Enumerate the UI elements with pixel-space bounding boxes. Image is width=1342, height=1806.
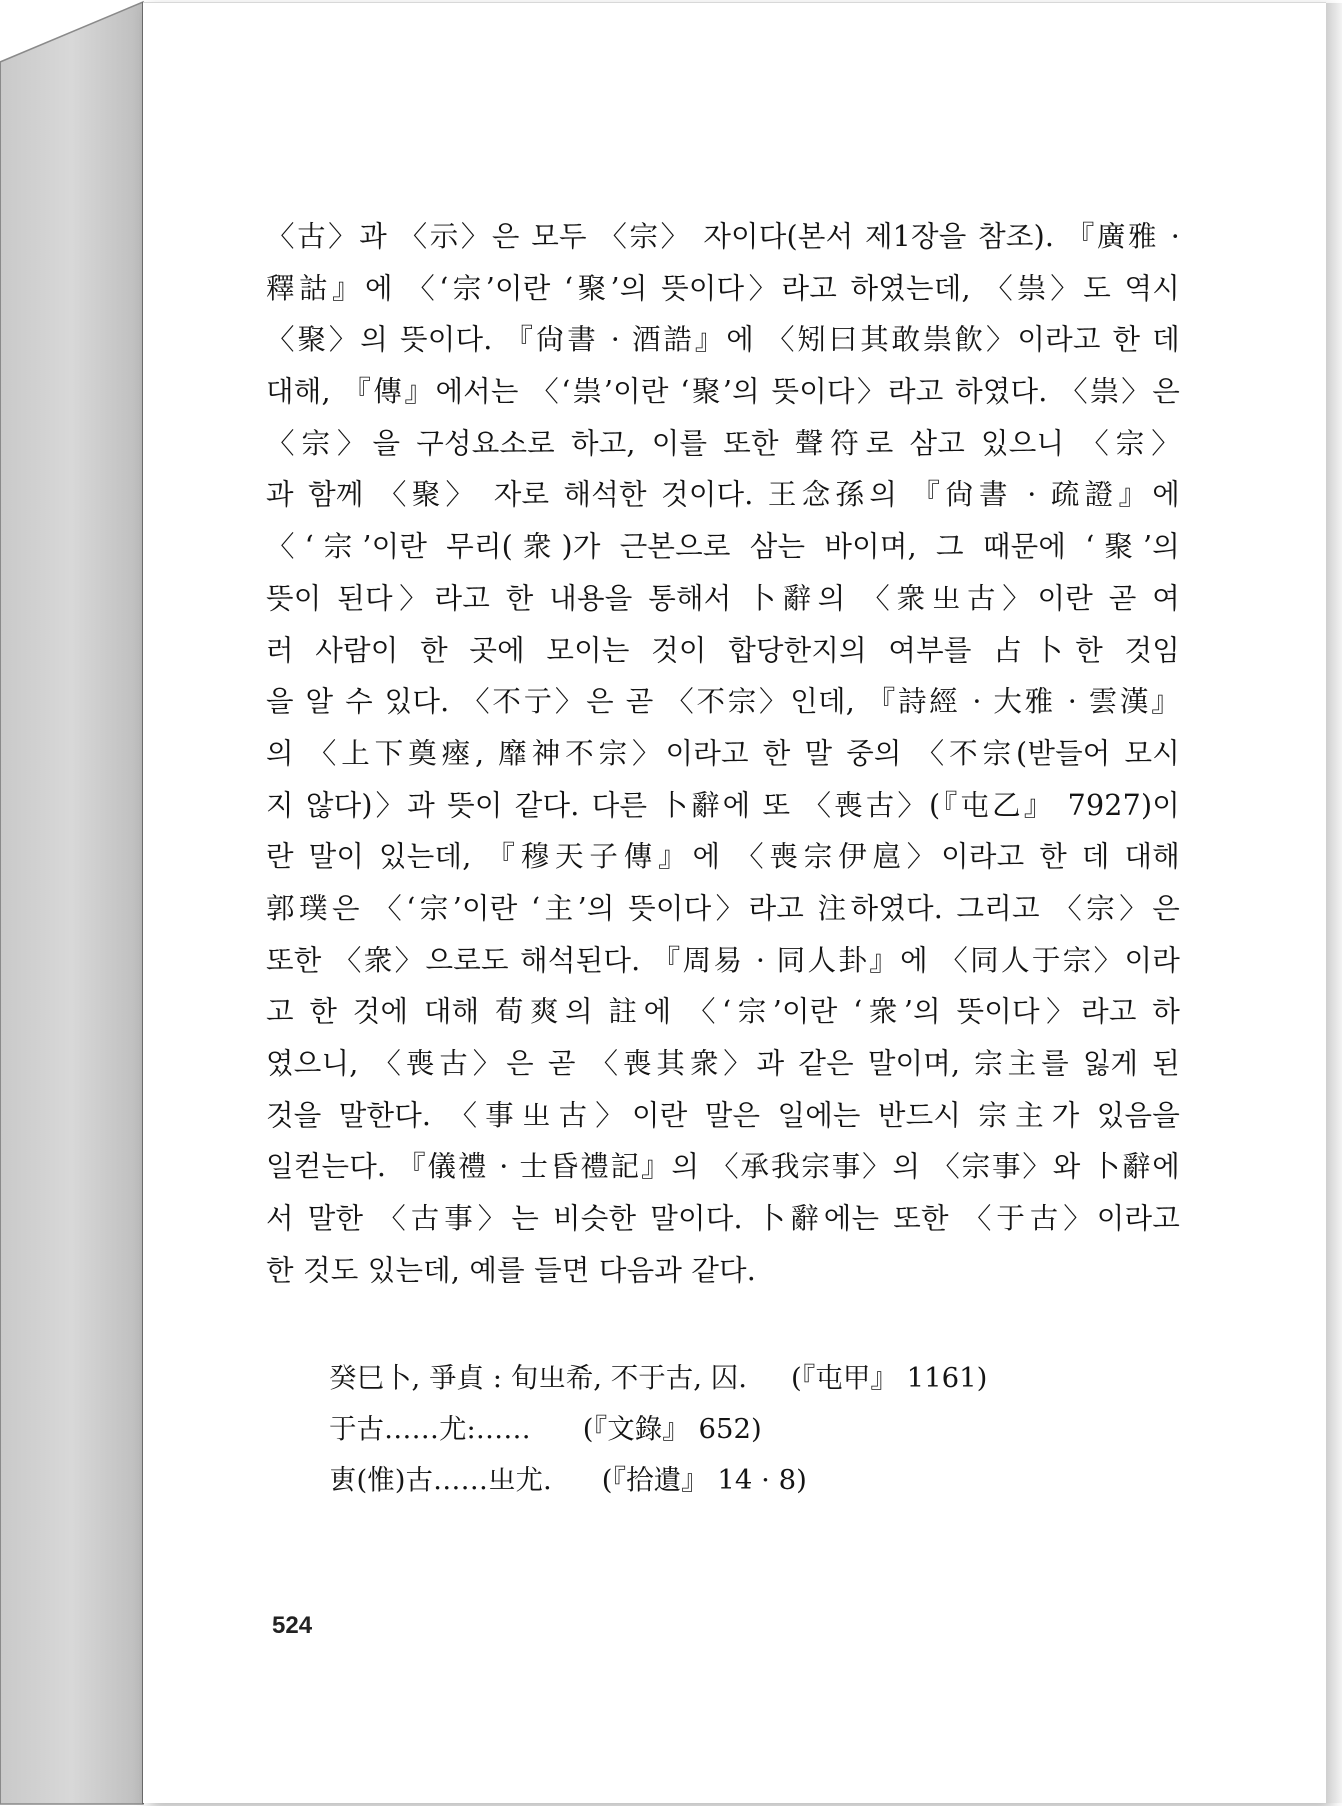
text-line: 의 〈上下奠瘞, 靡神不宗〉이라고 한 말 중의 〈不宗(받들어 모시 bbox=[266, 736, 1180, 770]
text-line: 러 사람이 한 곳에 모이는 것이 합당한지의 여부를 占卜한 것임 bbox=[266, 633, 1180, 667]
book-page bbox=[143, 2, 1326, 1803]
text-line: 란 말이 있는데, 『穆天子傳』에 〈喪宗伊扈〉이라고 한 데 대해 bbox=[266, 840, 1180, 874]
text-line: 또한 〈衆〉으로도 해석된다. 『周易 · 同人卦』에 〈同人于宗〉이라 bbox=[266, 943, 1180, 977]
page-edge bbox=[1326, 3, 1342, 1803]
quote-text: 癸巳卜, 爭貞 : 旬㞢希, 不于古, 囚. bbox=[329, 1362, 747, 1394]
text-line: 지 않다)〉과 뜻이 같다. 다른 卜辭에 또 〈喪古〉(『屯乙』 7927)이 bbox=[266, 788, 1180, 822]
text-line: 서 말한 〈古事〉는 비슷한 말이다. 卜辭에는 또한 〈于古〉이라고 bbox=[266, 1202, 1180, 1236]
oracle-quotes bbox=[329, 1353, 987, 1506]
text-line: 〈古〉과 〈示〉은 모두 〈宗〉 자이다(본서 제1장을 참조). 『廣雅 · bbox=[266, 220, 1180, 253]
text-line: 한 것도 있는데, 예를 들면 다음과 같다. bbox=[266, 1253, 757, 1287]
quote-text: 于古……尤:…… bbox=[329, 1413, 531, 1445]
quote-source: (『拾遺』 14 · 8) bbox=[601, 1464, 807, 1496]
text-line: 을 알 수 있다. 〈不亍〉은 곧 〈不宗〉인데, 『詩經 · 大雅 · 雲漢』 bbox=[266, 685, 1180, 719]
text-line: 것을 말한다. 〈事㞢古〉이란 말은 일에는 반드시 宗主가 있음을 bbox=[266, 1098, 1180, 1132]
text-line: 였으니, 〈喪古〉은 곧 〈喪其衆〉과 같은 말이며, 宗主를 잃게 된 bbox=[266, 1047, 1180, 1080]
page-number: 524 bbox=[272, 1612, 313, 1639]
quote-source: (『屯甲』 1161) bbox=[790, 1362, 988, 1394]
quote-line bbox=[329, 1455, 987, 1506]
text-line: 뜻이 된다〉라고 한 내용을 통해서 卜辭의 〈衆㞢古〉이란 곧 여 bbox=[266, 581, 1180, 615]
quote-line bbox=[329, 1404, 987, 1455]
text-line: 〈‘宗’이란 무리(衆)가 근본으로 삼는 바이며, 그 때문에 ‘聚’의 bbox=[266, 530, 1180, 564]
text-line: 郭璞은 〈‘宗’이란 ‘主’의 뜻이다〉라고 注하였다. 그리고 〈宗〉은 bbox=[266, 891, 1180, 925]
body-text bbox=[266, 211, 1180, 1296]
text-line: 〈宗〉을 구성요소로 하고, 이를 또한 聲符로 삼고 있으니 〈宗〉 bbox=[266, 426, 1180, 460]
text-line: 일컫는다. 『儀禮 · 士昏禮記』의 〈承我宗事〉의 〈宗事〉와 卜辭에 bbox=[266, 1150, 1180, 1184]
text-line: 釋詁』에 〈‘宗’이란 ‘聚’의 뜻이다〉라고 하였는데, 〈祟〉도 역시 bbox=[266, 271, 1180, 305]
text-line: 과 함께 〈聚〉 자로 해석한 것이다. 王念孫의 『尙書 · 疏證』에 bbox=[266, 478, 1180, 512]
quote-text: 叀(惟)古……㞢尤. bbox=[329, 1464, 552, 1496]
text-line: 〈聚〉의 뜻이다. 『尙書 · 酒誥』에 〈矧曰其敢祟飮〉이라고 한 데 bbox=[266, 323, 1180, 357]
quote-source: (『文錄』 652) bbox=[582, 1413, 762, 1445]
quote-line bbox=[329, 1353, 987, 1404]
text-line: 대해, 『傳』에서는 〈‘祟’이란 ‘聚’의 뜻이다〉라고 하였다. 〈祟〉은 bbox=[266, 375, 1180, 409]
text-line: 고 한 것에 대해 荀爽의 註에 〈‘宗’이란 ‘衆’의 뜻이다〉라고 하 bbox=[266, 995, 1180, 1029]
